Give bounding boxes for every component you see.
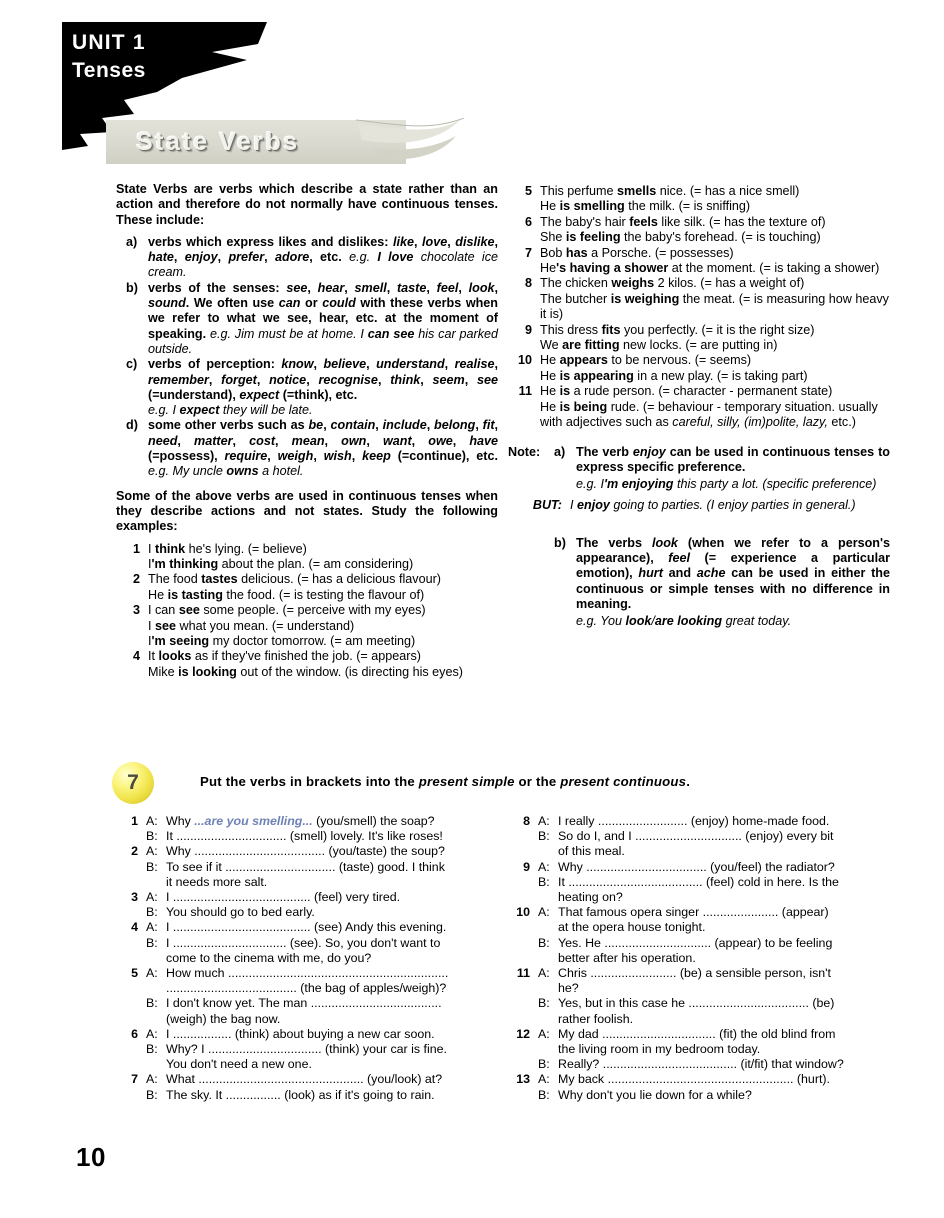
exercise-answer-blank[interactable]: I don't know yet. The man ...................................... (166, 996, 442, 1011)
exercise-answer-blank[interactable]: Really? ....................................... (it/fit) that window? (558, 1057, 844, 1072)
exercise-line[interactable] (538, 1012, 890, 1027)
speaker-label: A: (146, 920, 158, 935)
exercise-answer-blank[interactable]: he? (558, 981, 579, 996)
examples-list-right (508, 184, 890, 431)
exercise-answer-blank[interactable]: the living room in my bedroom today. (558, 1042, 761, 1057)
exercise-item-lines (538, 1027, 890, 1073)
section-banner (106, 118, 454, 170)
exercise-line[interactable] (146, 875, 498, 890)
exercise-answer-blank[interactable]: My dad ................................. (fit) the old blind from (558, 1026, 836, 1041)
speaker-label: B: (538, 935, 550, 950)
exercise-item-lines (146, 1072, 498, 1102)
exercise-item-lines (146, 920, 498, 966)
exercise-item-number: 6 (131, 1026, 138, 1041)
speaker-label: B: (146, 859, 158, 874)
note-but-label: BUT: (532, 498, 562, 513)
example-text: The baby's hair feels like silk. (= has the texture of) (540, 214, 826, 229)
note-but-body: I enjoy going to parties. (I enjoy parties in general.) (570, 498, 856, 513)
unit-title: UNIT 1 (72, 31, 146, 54)
exercise-item-number: 4 (131, 920, 138, 935)
speaker-label: B: (146, 996, 158, 1011)
exercise-rubric: Put the verbs in brackets into the present simple or the present continuous. (200, 774, 691, 789)
note-example: e.g. You look/are looking great today. (576, 614, 792, 629)
exercise-line[interactable] (146, 814, 498, 829)
note-item-mark: a) (554, 444, 566, 459)
exercise-answer-blank[interactable]: You don't need a new one. (166, 1057, 312, 1072)
exercise-answer-blank[interactable]: Why don't you lie down for a while? (558, 1087, 752, 1102)
theory-second-intro: Some of the above verbs are used in continuous tenses when they describe actions and not states. Study the following examples: (116, 488, 498, 534)
exercise-item-number: 8 (523, 814, 530, 828)
exercise-line[interactable] (146, 1072, 498, 1087)
note-item-mark: b) (554, 535, 566, 550)
speaker-label: A: (538, 859, 550, 874)
note-example: e.g. I'm enjoying this party a lot. (specific preference) (576, 477, 877, 492)
exercise-answer-blank[interactable]: I ........................................ (feel) very tired. (166, 890, 401, 905)
lettered-item-body: verbs which express likes and dislikes: like, love, dislike, hate, enjoy, prefer, adore, etc. e.g. I love chocolate ice cream. (148, 234, 499, 280)
speaker-label: A: (538, 966, 550, 981)
exercise-item-number: 1 (131, 814, 138, 828)
example-text: It looks as if they've finished the job. (= appears) (148, 649, 421, 664)
speaker-label: A: (146, 1072, 158, 1087)
example-text: The food tastes delicious. (= has a delicious flavour) (148, 572, 441, 587)
exercise-item (508, 814, 890, 860)
exercise-line[interactable] (146, 905, 498, 920)
example-text: I'm thinking about the plan. (= am considering) (148, 556, 414, 571)
example-number: 7 (524, 245, 532, 260)
exercise-line[interactable] (538, 1042, 890, 1057)
exercise-item-lines (146, 844, 498, 890)
theory-right-column (508, 182, 890, 629)
exercise-line[interactable] (538, 981, 890, 996)
exercise-item-lines (538, 814, 890, 860)
exercise-line[interactable] (146, 981, 498, 996)
example-line (508, 338, 890, 353)
exercise-line[interactable] (538, 814, 890, 829)
speaker-label: B: (538, 1087, 550, 1102)
speaker-label: A: (146, 844, 158, 859)
lettered-list (116, 235, 498, 480)
exercise-line[interactable] (538, 996, 890, 1011)
example-line (508, 369, 890, 384)
exercise-answer-blank[interactable]: Chris ......................... (be) a sensible person, isn't (558, 966, 831, 981)
exercise-item-lines (146, 890, 498, 920)
example-line (508, 384, 890, 399)
example-text: He's having a shower at the moment. (= is taking a shower) (540, 261, 880, 276)
exercise-item (116, 844, 498, 890)
exercise-line[interactable] (538, 1027, 890, 1042)
example-line (508, 276, 890, 291)
example-line (508, 292, 890, 323)
lettered-item-mark: c) (126, 357, 138, 372)
example-number: 6 (524, 214, 532, 229)
exercise-line[interactable] (538, 951, 890, 966)
lettered-item-mark: b) (126, 280, 138, 295)
exercise-item (116, 1072, 498, 1102)
exercise-item-lines (538, 966, 890, 1027)
speaker-label: B: (146, 935, 158, 950)
exercise-item (508, 1027, 890, 1073)
exercise-item-number: 5 (131, 966, 138, 981)
example-line (116, 588, 498, 603)
exercise-item (508, 1072, 890, 1102)
banner-title: State Verbs (136, 128, 300, 156)
example-text: I'm seeing my doctor tomorrow. (= am meeting) (148, 633, 416, 648)
speaker-label: B: (146, 829, 158, 844)
exercise-answer-blank[interactable]: It ....................................... (feel) cold in here. Is the (558, 874, 839, 889)
example-line (508, 353, 890, 368)
example-line (508, 215, 890, 230)
page-number: 10 (76, 1142, 106, 1172)
example-number: 11 (518, 384, 532, 399)
lettered-item-body: verbs of the senses: see, hear, smell, taste, feel, look, sound. We often use can or could with these verbs when we refer to what we see, hear, etc. at the moment of speaking. e.g. Jim must be at home. I can see his car parked outside. (148, 280, 499, 356)
speaker-label: A: (146, 890, 158, 905)
exercise-item-number: 10 (516, 905, 530, 920)
exercise-answer-blank[interactable]: How much ................................................................ (166, 966, 449, 981)
speaker-label: B: (538, 829, 550, 844)
exercise-line[interactable] (538, 875, 890, 890)
example-text: She is feeling the baby's forehead. (= is touching) (540, 230, 821, 245)
example-line (116, 619, 498, 634)
theory-intro: State Verbs are verbs which describe a state rather than an action and therefore do not normally have continuous tenses. These include: (116, 182, 498, 227)
exercise-answer-blank[interactable]: (weigh) the bag now. (166, 1011, 281, 1026)
exercise-answer-blank[interactable]: Why ...................................... (you/taste) the soup? (166, 844, 445, 859)
lettered-item (116, 235, 498, 281)
exercise-item-number: 2 (131, 844, 138, 859)
example-text: The butcher is weighing the meat. (= is measuring how heavy it is) (540, 291, 889, 322)
exercise-line[interactable] (146, 890, 498, 905)
exercise-line[interactable] (538, 860, 890, 875)
exercise-item-lines (538, 905, 890, 966)
exercise-answer-blank[interactable]: That famous opera singer ...................... (appear) (558, 905, 829, 920)
lettered-item-body: verbs of perception: know, believe, understand, realise, remember, forget, notice, recognise, think, seem, see (=understand), expect (=think), etc. e.g. I expect they will be late. (148, 357, 499, 418)
exercise-answer-blank[interactable]: What ................................................ (you/look) at? (166, 1072, 443, 1087)
exercise-line[interactable] (538, 1057, 890, 1072)
exercise-line[interactable] (146, 1042, 498, 1057)
example-number: 8 (524, 276, 532, 291)
lettered-item-mark: d) (126, 418, 138, 433)
example-line (508, 323, 890, 338)
speaker-label: A: (146, 814, 158, 828)
exercise-line[interactable] (146, 1027, 498, 1042)
exercise-line[interactable] (146, 1088, 498, 1103)
example-number: 10 (517, 353, 532, 368)
exercise-answer-blank[interactable]: come to the cinema with me, do you? (166, 950, 372, 965)
example-text: He is smelling the milk. (= is sniffing) (540, 199, 751, 214)
exercise-number-badge (112, 762, 156, 806)
example-line (508, 261, 890, 276)
example-number: 3 (132, 603, 140, 618)
example-line (116, 542, 498, 557)
exercise-answer-blank[interactable]: better after his operation. (558, 950, 696, 965)
exercise-answer-blank[interactable]: Why ................................... (you/feel) the radiator? (558, 859, 835, 874)
exercise-item-lines (538, 860, 890, 906)
exercise-line[interactable] (146, 860, 498, 875)
exercise-item (116, 814, 498, 844)
exercise-line[interactable] (538, 1072, 890, 1087)
exercise-answer-blank[interactable]: I ................. (think) about buying a new car soon. (166, 1026, 435, 1041)
note-label: Note: (508, 444, 541, 459)
speaker-label: A: (538, 1026, 550, 1041)
example-text: Bob has a Porsche. (= possesses) (540, 245, 734, 260)
example-text: He is tasting the food. (= is testing the flavour of) (148, 587, 425, 602)
example-text: This perfume smells nice. (= has a nice smell) (540, 184, 800, 198)
speaker-label: B: (146, 1042, 158, 1057)
exercise-line[interactable] (538, 936, 890, 951)
example-number: 1 (132, 541, 140, 556)
exercise-answer-blank[interactable]: it needs more salt. (166, 874, 268, 889)
exercise-answer-blank[interactable]: of this meal. (558, 844, 625, 859)
banner-brush-stroke-icon (356, 118, 466, 170)
exercise-line[interactable] (538, 844, 890, 859)
example-number: 2 (132, 572, 140, 587)
note-block (508, 445, 890, 630)
speaker-label: B: (538, 1057, 550, 1072)
exercise-line[interactable] (146, 1012, 498, 1027)
exercise-left-column (116, 814, 498, 1103)
speaker-label: B: (146, 905, 158, 920)
speaker-label: B: (538, 874, 550, 889)
example-number: 9 (524, 322, 532, 337)
example-line (116, 665, 498, 680)
exercise-line[interactable] (146, 951, 498, 966)
example-number: 4 (132, 649, 140, 664)
speaker-label: A: (538, 814, 550, 828)
exercise-item-number: 11 (516, 966, 530, 981)
speaker-label: B: (538, 996, 550, 1011)
example-text: The chicken weighs 2 kilos. (= has a weight of) (540, 276, 805, 291)
exercise-item (508, 860, 890, 906)
exercise-item (116, 890, 498, 920)
example-text: He is a rude person. (= character - permanent state) (540, 384, 833, 399)
note-but-row (508, 498, 890, 513)
note-item (508, 536, 890, 630)
exercise-answer-blank[interactable]: It ................................ (smell) lovely. It's like roses! (166, 829, 443, 844)
example-line (116, 557, 498, 572)
exercise-line[interactable] (146, 966, 498, 981)
unit-header-labels (72, 30, 146, 84)
exercise-line[interactable] (538, 905, 890, 920)
example-line (116, 572, 498, 587)
exercise-item-lines (538, 1072, 890, 1102)
exercise-item (508, 905, 890, 966)
exercise-answer-blank[interactable]: So do I, and I ............................... (enjoy) every bit (558, 829, 834, 844)
exercise-line[interactable] (538, 890, 890, 905)
note-label (508, 536, 554, 630)
exercise-line[interactable] (538, 1088, 890, 1103)
exercise-item (116, 966, 498, 1027)
exercise-answer-blank[interactable]: Why? I ................................. (think) your car is fine. (166, 1042, 447, 1057)
exercise-line[interactable] (146, 844, 498, 859)
exercise-answer-blank[interactable]: You should go to bed early. (166, 905, 315, 920)
exercise-line[interactable] (146, 920, 498, 935)
exercise-item-lines (146, 814, 498, 844)
exercise-item-number: 7 (131, 1072, 138, 1087)
note-item-body: The verbs look (when we refer to a person's appearance), feel (= experience a particular emotion), hurt and ache can be used in either the continuous or simple tenses with no difference in meaning. e.g. You look/are looking great today. (576, 535, 891, 629)
exercise-item-number: 9 (523, 859, 530, 874)
exercise-line[interactable] (146, 996, 498, 1011)
speaker-label: A: (146, 1026, 158, 1041)
example-text: He is appearing in a new play. (= is taking part) (540, 368, 808, 383)
exercise-line[interactable] (538, 829, 890, 844)
example-line (508, 400, 890, 431)
exercise-line[interactable] (538, 920, 890, 935)
speaker-label: A: (538, 905, 550, 920)
exercise-answer-blank[interactable]: rather foolish. (558, 1011, 634, 1026)
example-text: I see what you mean. (= understand) (148, 618, 355, 633)
exercise-answer-blank[interactable]: The sky. It ................ (look) as if it's going to rain. (166, 1087, 435, 1102)
exercise-item-number: 12 (516, 1026, 530, 1041)
exercise-answer-blank[interactable]: My back ...................................................... (hurt). (558, 1072, 830, 1087)
exercise-item-lines (146, 1027, 498, 1073)
exercise-answer-blank[interactable]: I really .......................... (enjoy) home-made food. (558, 814, 830, 828)
exercise-right-column (508, 814, 890, 1103)
unit-subtitle: Tenses (72, 59, 146, 82)
exercise-item (508, 966, 890, 1027)
theory-left-column (116, 182, 498, 680)
exercise-answer-blank[interactable]: I ........................................ (see) Andy this evening. (166, 920, 447, 935)
example-text: I think he's lying. (= believe) (148, 541, 307, 556)
speaker-label: A: (146, 966, 158, 981)
example-text: Mike is looking out of the window. (is directing his eyes) (148, 664, 463, 679)
example-line (508, 246, 890, 261)
exercise-line[interactable] (146, 829, 498, 844)
example-number: 5 (524, 184, 532, 198)
example-text: He is being rude. (= behaviour - temporary situation. usually with adjectives such as careful, silly, (im)polite, lazy, etc.) (540, 399, 878, 430)
exercise-answer-blank[interactable]: at the opera house tonight. (558, 920, 706, 935)
lettered-item (116, 357, 498, 418)
lettered-item (116, 281, 498, 357)
example-line (508, 184, 890, 199)
exercise-item-number: 3 (131, 890, 138, 905)
example-text: I can see some people. (= perceive with my eyes) (148, 603, 426, 618)
exercise-line[interactable] (538, 966, 890, 981)
exercise-answer-blank[interactable]: heating on? (558, 890, 623, 905)
example-text: This dress fits you perfectly. (= it is the right size) (540, 322, 815, 337)
lettered-item-mark: a) (126, 234, 138, 249)
example-line (116, 603, 498, 618)
exercise-item (116, 1027, 498, 1073)
exercise-answer-blank[interactable]: ...................................... (the bag of apples/weigh)? (166, 981, 447, 996)
lettered-item (116, 418, 498, 479)
exercise-line[interactable] (146, 936, 498, 951)
exercise-item (116, 920, 498, 966)
speaker-label: A: (538, 1072, 550, 1087)
exercise-header (112, 762, 902, 810)
note-item (508, 445, 890, 493)
exercise-answer-blank[interactable]: I ................................. (see). So, you don't want to (166, 935, 441, 950)
exercise-answer-blank[interactable]: Yes, but in this case he ................................... (be) (558, 996, 835, 1011)
exercise-answer-blank[interactable]: To see if it ................................ (taste) good. I think (166, 859, 445, 874)
example-line (116, 634, 498, 649)
exercise-line[interactable] (146, 1057, 498, 1072)
example-text: He appears to be nervous. (= seems) (540, 353, 752, 368)
examples-list-left (116, 542, 498, 681)
speaker-label: B: (146, 1087, 158, 1102)
exercise-item-number: 13 (516, 1072, 530, 1087)
example-line (508, 230, 890, 245)
example-text: We are fitting new locks. (= are putting in) (540, 338, 778, 353)
exercise-answer-blank[interactable]: Yes. He ............................... (appear) to be feeling (558, 935, 833, 950)
note-item-body: The verb enjoy can be used in continuous tenses to express specific preference. e.g. I'm enjoying this party a lot. (specific preference) (576, 444, 890, 492)
exercise-number: 7 (127, 771, 139, 794)
example-line (116, 649, 498, 664)
exercise-item-lines (146, 966, 498, 1027)
lettered-item-body: some other verbs such as be, contain, include, belong, fit, need, matter, cost, mean, own, want, owe, have (=possess), require, weigh, wish, keep (=continue), etc. e.g. My uncle owns a hotel. (148, 418, 499, 479)
exercise-answer-blank[interactable]: Why ...are you smelling... (you/smell) the soap? (166, 814, 435, 828)
example-line (508, 199, 890, 214)
